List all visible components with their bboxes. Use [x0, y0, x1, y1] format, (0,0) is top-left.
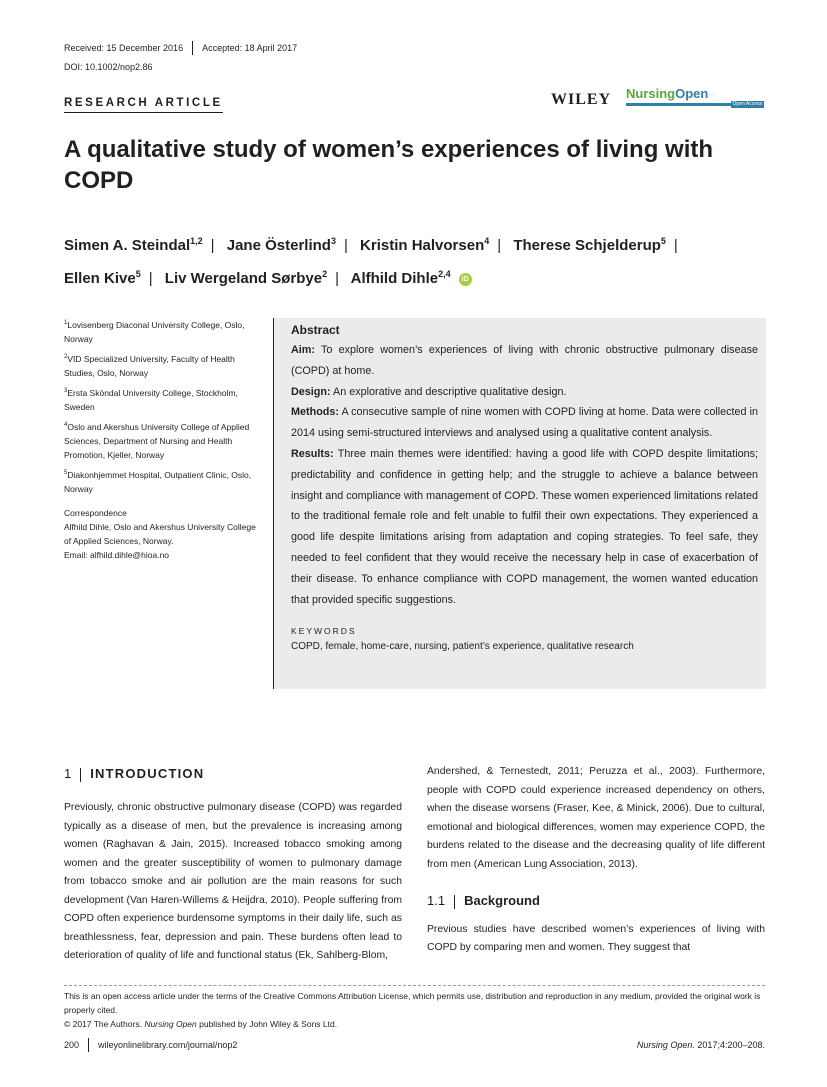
orcid-icon[interactable]: iD	[459, 273, 472, 286]
author: Kristin Halvorsen$^4$	[360, 236, 490, 254]
affiliation: $^2$VID Specialized University, Faculty of Health Studies, Oslo, Norway	[64, 354, 235, 378]
correspondence-address: Alfhild Dihle, Oslo and Akershus University College of Applied Sciences, Norway.	[64, 522, 256, 546]
page-footer	[64, 1038, 765, 1052]
abstract-aim: Aim: To explore women’s experiences of living with chronic obstructive pulmonary disease (COPD) at home.	[291, 344, 758, 377]
article-type: RESEARCH ARTICLE	[64, 97, 223, 113]
footer-separator	[88, 1038, 89, 1052]
accepted-date: Accepted: 18 April 2017	[202, 43, 298, 53]
author: Ellen Kive$^5$	[64, 269, 141, 287]
copyright-line: © 2017 The Authors. Nursing Open published by John Wiley & Sons Ltd.	[64, 1019, 338, 1029]
open-access-tag: Open Access	[732, 101, 762, 107]
date-separator	[192, 41, 193, 55]
abstract-box	[273, 318, 766, 689]
nursing-open-logo	[626, 86, 766, 110]
doi: DOI: 10.1002/nop2.86	[64, 62, 153, 72]
correspondence-label: Correspondence	[64, 508, 127, 518]
affiliation: $^1$Lovisenberg Diaconal University College, Oslo, Norway	[64, 320, 245, 344]
author-list: Simen A. Steindal$^{1,2}$ | Jane Österlind$^3$ | Kristin Halvorsen$^4$ | Therese Schjelderup$^5$ | Ellen Kive$^5$ | Liv Wergeland Sørbye$^2$ | Alfhild Dihle$^{2,4}$ iD	[64, 236, 678, 287]
affiliation: $^3$Ersta Sköndal University College, Stockholm, Sweden	[64, 388, 238, 412]
abstract-methods: Methods: A consecutive sample of nine women with COPD living at home. Data were collected in 2014 using semi-structured interviews and analysed using a qualitative content analysis.	[291, 406, 758, 440]
abstract-heading: Abstract	[291, 323, 340, 337]
wiley-logo: WILEY	[551, 91, 612, 108]
journal-logo-text: NursingOpen	[626, 86, 709, 101]
keywords-heading: KEYWORDS	[291, 626, 357, 637]
received-date: Received: 15 December 2016	[64, 43, 184, 53]
page-number: 200	[64, 1040, 80, 1050]
background-paragraph: Previous studies have described women’s experiences of living with COPD by comparing men and women. They suggest that	[427, 923, 765, 953]
footnote-divider	[64, 985, 765, 986]
intro-paragraph-right: Andershed, & Ternestedt, 2011; Peruzza et al., 2003). Furthermore, people with COPD could experience increased dependency on others, when the disease worsens (Fraser, Kee, & Minick, 2006). Due to cultural, emotional and biological differences, women may experience COPD, the burdens related to the disease and the decreasing quality of life different from men (American Lung Association, 2013).	[427, 766, 765, 870]
author: Liv Wergeland Sørbye$^2$	[164, 269, 328, 287]
affiliations	[64, 316, 264, 562]
license-text: This is an open access article under the terms of the Creative Commons Attribution License, which permits use, distribution and reproduction in any medium, provided the original work is properly cited.	[64, 991, 761, 1015]
license-footnote	[64, 989, 765, 1031]
citation: Nursing Open. 2017;4:200–208.	[636, 1040, 765, 1050]
author: Simen A. Steindal$^{1,2}$	[64, 236, 203, 254]
abstract-results: Results: Three main themes were identified: having a good life with COPD despite limitations; predictability and confidence in getting help; and the struggle to achieve a balance between insight and compliance with management of COPD. These women experienced limitations related to the traditional female role and felt unable to fulfil their own expectations. They experienced a good life despite limitations arising from adaptation and coping strategies. To feel safe, they needed to feel confident that they would receive the necessary help in case of exacerbation of their disease. To enhance compliance with COPD management, the women wanted education that provided specific suggestions.	[291, 447, 758, 606]
affiliation: $^5$Diakonhjemmet Hospital, Outpatient Clinic, Oslo, Norway	[64, 470, 252, 494]
subsection-heading-background: 1.1 Background	[427, 893, 540, 908]
section-heading-introduction: 1 INTRODUCTION	[64, 766, 205, 781]
author: Jane Österlind$^3$	[226, 236, 336, 254]
abstract-design: Design: An explorative and descriptive qualitative design.	[291, 385, 567, 398]
author: Therese Schjelderup$^5$	[513, 236, 666, 254]
keywords: COPD, female, home-care, nursing, patient’s experience, qualitative research	[291, 641, 634, 653]
publication-dates	[64, 41, 297, 55]
correspondence	[64, 506, 264, 562]
right-column	[427, 763, 765, 958]
affiliation: $^4$Oslo and Akershus University College of Applied Sciences, Department of Nursing and Health Promotion, Kjeller, Norway	[64, 422, 250, 460]
author: Alfhild Dihle$^{2,4}$	[350, 269, 451, 287]
journal-url[interactable]: wileyonlinelibrary.com/journal/nop2	[98, 1040, 238, 1050]
intro-paragraph-left: Previously, chronic obstructive pulmonary disease (COPD) was regarded typically as a disease of men, but the prevalence is increasing among women (Raghavan & Jain, 2015). Increased tobacco smoking among women and the greater susceptibility of women to pulmonary damage from tobacco smoke and air pollution are the main reasons for such development (Van Haren-Willems & Heijdra, 2010). People suffering from COPD often experience burdensome symptoms in their daily life, such as breathlessness, fear, depression and pain. These burdens often lead to deterioration of quality of life and functional status (Ek, Sahlberg-Blom,	[64, 802, 402, 961]
article-title: A qualitative study of women’s experiences of living with COPD	[64, 136, 714, 194]
correspondence-email[interactable]: Email: alfhild.dihle@hioa.no	[64, 550, 170, 560]
